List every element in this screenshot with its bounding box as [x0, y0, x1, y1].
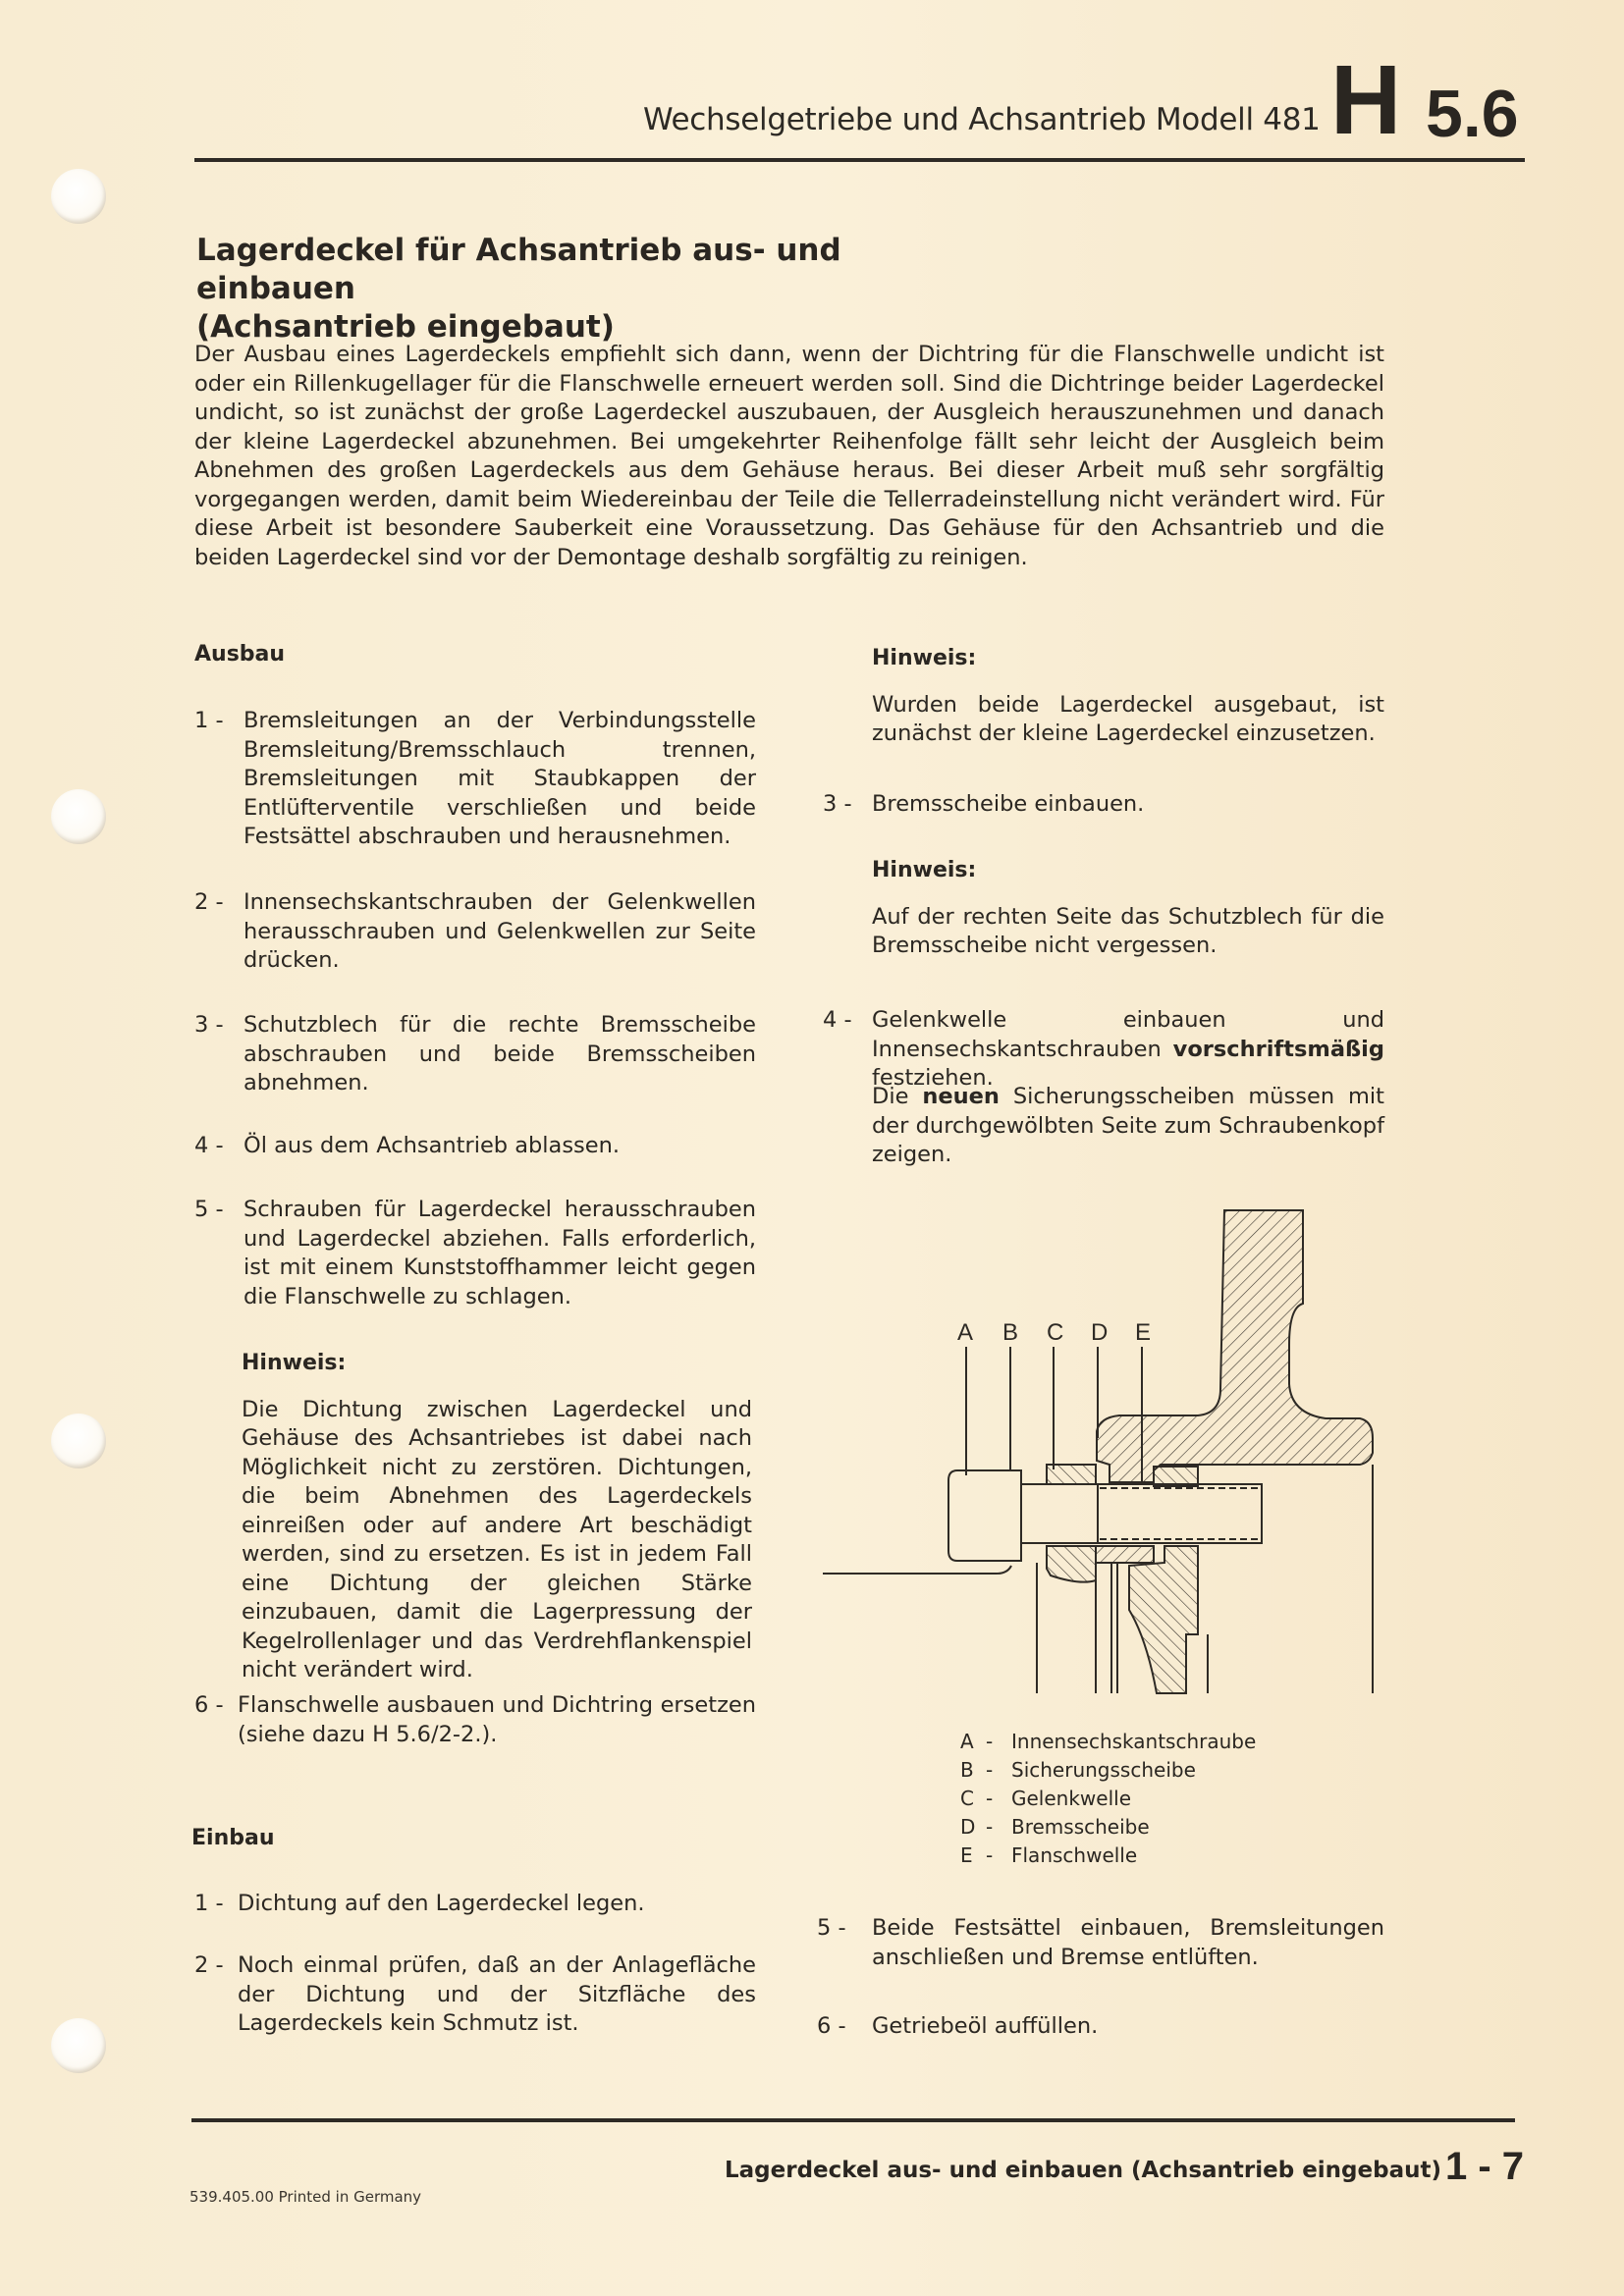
- ausbau-step-2: 2 - Innensechskantschrauben der Gelenkwellen herausschrauben und Gelenkwellen zur Seite drücken.: [194, 889, 756, 973]
- ausbau-step-4: 4 - Öl aus dem Achsantrieb ablassen.: [194, 1133, 621, 1158]
- einbau-step-5: 5 - Beide Festsättel einbauen, Bremsleitungen anschließen und Bremse entlüften.: [817, 1915, 1384, 1970]
- footer-title: Lagerdeckel aus- und einbauen (Achsantrieb eingebaut): [725, 2158, 1441, 2183]
- running-header-title: Wechselgetriebe und Achsantrieb Modell 481: [643, 102, 1321, 137]
- emphasis: neuen: [922, 1084, 1000, 1109]
- einbau-note-2: [872, 856, 1384, 961]
- note-text: Auf der rechten Seite das Schutzblech für die Bremsscheibe nicht vergessen.: [872, 903, 1384, 958]
- ausbau-heading: Ausbau: [194, 642, 286, 667]
- einbau-step-2: 2 - Noch einmal prüfen, daß an der Anlagefläche der Dichtung und der Sitzfläche des Lagerdeckels kein Schmutz ist.: [194, 1952, 756, 2036]
- legend-item: B - Sicherungsscheibe: [960, 1758, 1196, 1782]
- note-heading: Hinweis:: [242, 1351, 347, 1375]
- legend-item: A - Innensechskantschraube: [960, 1730, 1257, 1753]
- footer-rule: [191, 2118, 1515, 2122]
- einbau-step-4: 4 - Gelenkwelle einbauen und Innensechskantschrauben vorschriftsmäßig festziehen.: [823, 1007, 1384, 1091]
- print-info: 539.405.00 Printed in Germany: [189, 2188, 422, 2206]
- page-number: 1 - 7: [1445, 2145, 1525, 2188]
- note-text: Die Dichtung zwischen Lagerdeckel und Gehäuse des Achsantriebes ist dabei nach Möglichkeit nicht zu zerstören. Dichtungen, die beim Abnehmen des Lagerdeckels einreißen oder auf andere Art beschädigt werden, sind zu ersetzen. Es ist in jedem Fall eine Dichtung der gleichen Stärke einzubauen, damit die Lagerpressung der Kegelrollenlager und das Verdrehflankenspiel nicht verändert wird.: [242, 1396, 752, 1682]
- punch-hole: [51, 1414, 106, 1468]
- cross-section-drawing: [815, 1198, 1404, 1708]
- ausbau-note: [242, 1349, 752, 1685]
- label-D: D: [1091, 1319, 1109, 1346]
- title-line-2: (Achsantrieb eingebaut): [196, 309, 615, 345]
- section-letter: H: [1330, 45, 1402, 155]
- legend-item: C - Gelenkwelle: [960, 1787, 1132, 1810]
- label-C: C: [1047, 1319, 1064, 1346]
- title-line-1: Lagerdeckel für Achsantrieb aus- und einbauen: [196, 233, 841, 306]
- ausbau-step-6: 6 - Flanschwelle ausbauen und Dichtring ersetzen (siehe dazu H 5.6/2-2.).: [194, 1692, 756, 1747]
- note-heading: Hinweis:: [872, 646, 977, 670]
- einbau-note-1: [872, 644, 1384, 749]
- legend-item: D - Bremsscheibe: [960, 1815, 1150, 1839]
- einbau-note-3: Die neuen Sicherungsscheiben müssen mit der durchgewölbten Seite zum Schraubenkopf zeigen.: [872, 1084, 1384, 1167]
- ausbau-step-3: 3 - Schutzblech für die rechte Bremsscheibe abschrauben und beide Bremsscheiben abnehmen.: [194, 1012, 756, 1095]
- header-rule: [194, 158, 1525, 162]
- ausbau-step-1: 1 - Bremsleitungen an der Verbindungsstelle Bremsleitung/Bremsschlauch trennen, Bremsleitungen mit Staubkappen der Entlüfterventile verschließen und beide Festsättel abschrauben und herausnehmen.: [194, 708, 756, 849]
- label-B: B: [1002, 1319, 1019, 1346]
- ausbau-step-5: 5 - Schrauben für Lagerdeckel herausschrauben und Lagerdeckel abziehen. Falls erforderlich, ist mit einem Kunststoffhammer leicht gegen die Flanschwelle zu schlagen.: [194, 1197, 756, 1309]
- figure-legend: [960, 1728, 1256, 1870]
- einbau-step-1: 1 - Dichtung auf den Lagerdeckel legen.: [194, 1891, 645, 1916]
- page-title: [196, 232, 982, 347]
- section-number: 5.6: [1426, 77, 1519, 151]
- label-E: E: [1135, 1319, 1152, 1346]
- emphasis: vorschriftsmäßig: [1172, 1036, 1384, 1062]
- einbau-step-3: 3 - Bremsscheibe einbauen.: [823, 791, 1145, 817]
- note-heading: Hinweis:: [872, 858, 977, 882]
- intro-paragraph: Der Ausbau eines Lagerdeckels empfiehlt sich dann, wenn der Dichtring für die Flanschwelle undicht ist oder ein Rillenkugellager für die Flanschwelle erneuert werden soll. Sind die Dichtringe beider Lagerdeckel undicht, so ist zunächst der große Lagerdeckel auszubauen, der Ausgleich herauszunehmen und danach der kleine Lagerdeckel abzunehmen. Bei umgekehrter Reihenfolge fällt sehr leicht der Ausgleich beim Abnehmen des großen Lagerdeckels aus dem Gehäuse heraus. Bei dieser Arbeit muß sehr sorgfältig vorgegangen werden, damit beim Wiedereinbau der Teile die Tellerradeinstellung nicht verändert wird. Für diese Arbeit ist besondere Sauberkeit eine Voraussetzung. Das Gehäuse für den Achsantrieb und die beiden Lagerdeckel sind vor der Demontage deshalb sorgfältig zu reinigen.: [194, 342, 1384, 570]
- punch-hole: [51, 169, 106, 224]
- punch-hole: [51, 789, 106, 844]
- einbau-heading: Einbau: [191, 1826, 275, 1850]
- punch-hole: [51, 2018, 106, 2073]
- einbau-step-6: 6 - Getriebeöl auffüllen.: [817, 2013, 1099, 2039]
- note-text: Wurden beide Lagerdeckel ausgebaut, ist zunächst der kleine Lagerdeckel einzusetzen.: [872, 691, 1384, 746]
- label-A: A: [957, 1319, 974, 1346]
- legend-item: E - Flanschwelle: [960, 1843, 1138, 1867]
